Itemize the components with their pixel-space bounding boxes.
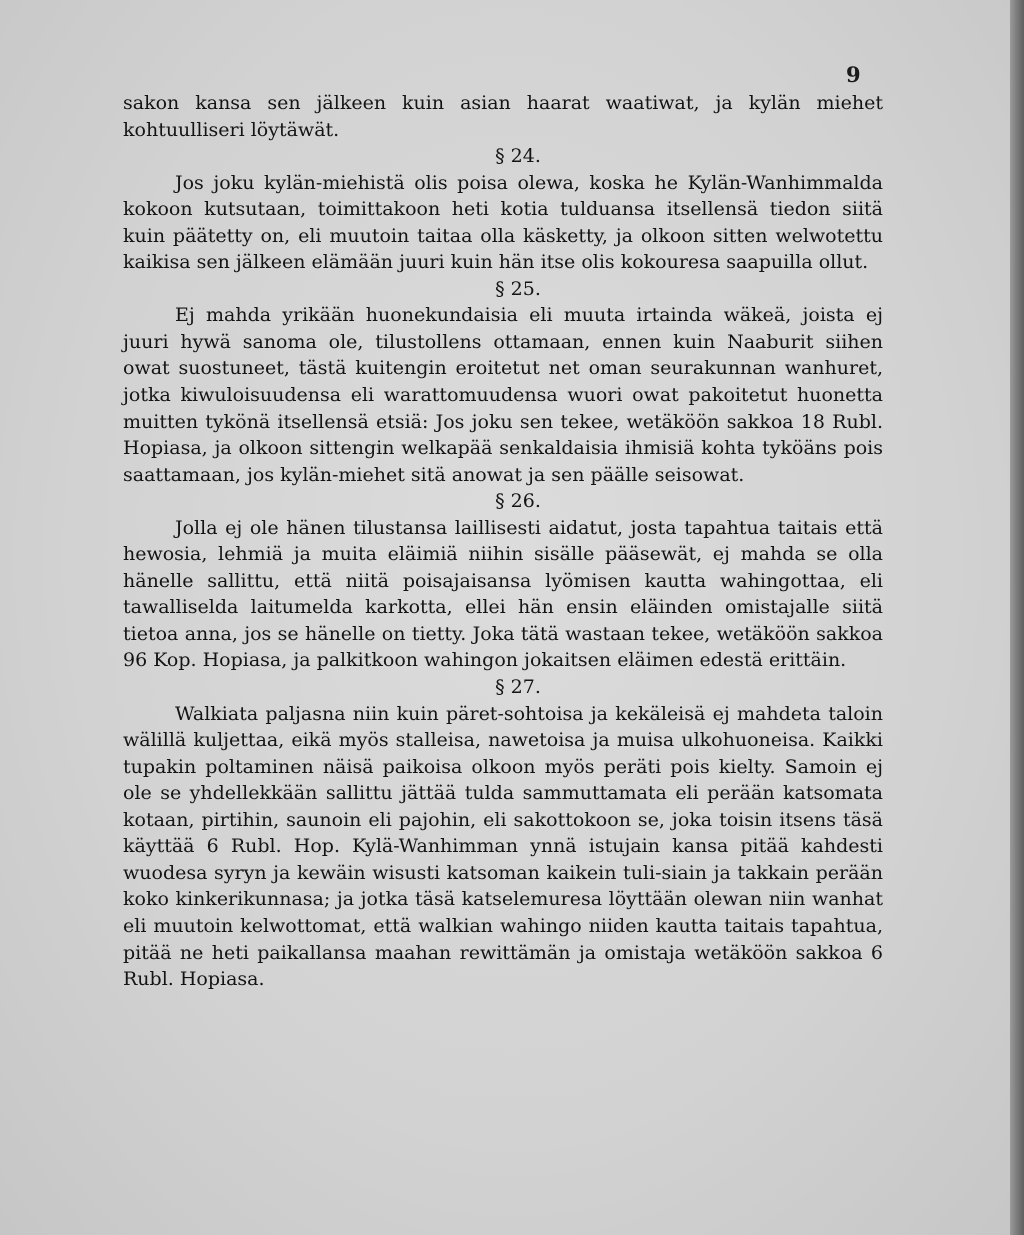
paragraph-carryover: sakon kansa sen jälkeen kuin asian haarat waatiwat, ja kylän miehet kohtuulliseri löytäwät.	[123, 92, 883, 141]
section-heading-24: § 24.	[495, 145, 541, 168]
paragraph-section-25: Ej mahda yrikään huonekundaisia eli muuta irtainda wäkeä, joista ej juuri hywä sanoma ole, tilustollens ottamaan, ennen kuin Naaburit siihen owat suostuneet, tästä kuitengin eroitetut net oman seurakunnan wanhuret, jotka kiwuloisuudensa eli warattomuudensa wuori owat pakoitetut huonetta muitten tykönä itsellensä etsiä: Jos joku sen tekee, wetäköön sakkoa 18 Rubl. Hopiasa, ja olkoon sittengin welkapää senkaldaisia ihmisiä kohta tyköäns pois saattamaan, jos kylän-miehet sitä anowat ja sen päälle seisowat.	[123, 304, 883, 486]
section-heading-27: § 27.	[495, 676, 541, 699]
paragraph-section-26: Jolla ej ole hänen tilustansa laillisesti aidatut, josta tapahtua taitais että hewosia, lehmiä ja muita eläimiä niihin sisälle pääsewät, ej mahda se olla hänelle sallittu, että niitä poisajaisansa lyömisen kautta wahingottaa, eli tawalliselda laitumelda karkotta, ellei hän ensin eläinden omistajalle siitä tietoa anna, jos se hänelle on tietty. Joka tätä wastaan tekee, wetäköön sakkoa 96 Kop. Hopiasa, ja palkitkoon wahingon jokaitsen eläimen edestä erittäin.	[123, 516, 883, 672]
paragraph-section-24: Jos joku kylän-miehistä olis poisa olewa, koska he Kylän-Wanhimmalda kokoon kutsutaan, toimittakoon heti kotia tulduansa itsellensä tiedon siitä kuin päätetty on, eli muutoin taitaa olla käsketty, ja olkoon sitten welwotettu kaikisa sen jälkeen elämään juuri kuin hän itse olis kokouresa saapuilla ollut.	[123, 171, 883, 274]
page-number: 9	[846, 62, 861, 87]
page-text	[123, 90, 883, 993]
section-heading-26: § 26.	[495, 490, 541, 513]
paragraph-section-27: Walkiata paljasna niin kuin päret-sohtoisa ja kekäleisä ej mahdeta taloin wälillä kuljettaa, eikä myös stalleisa, nawetoisa ja muisa ulkohuoneisa. Kaikki tupakin poltaminen näisä paikoisa olkoon myös peräti pois kielty. Samoin ej ole se yhdellekkään sallittu jättää tulda sammuttamata eli perään katsomata kotaan, pirtihin, saunoin eli pajohin, eli sakottokoon se, joka toisin itsens täsä käyttää 6 Rubl. Hop. Kylä-Wanhimman ynnä istujain kansa pitää kahdesti wuodesa syryn ja kewäin wisusti katsoman kaikein tuli-siain ja takkain perään koko kinkerikunnasa; ja jotka täsä katselemuresa löyttään olewan niin wanhat eli muutoin kelwottomat, että walkian wahingo niiden kautta taitais tapahtua, pitää ne heti paikallansa maahan rewittämän ja omistaja wetäköön sakkoa 6 Rubl. Hopiasa.	[123, 702, 883, 991]
page-edge-shadow	[1010, 0, 1024, 1235]
section-heading-25: § 25.	[495, 277, 541, 300]
